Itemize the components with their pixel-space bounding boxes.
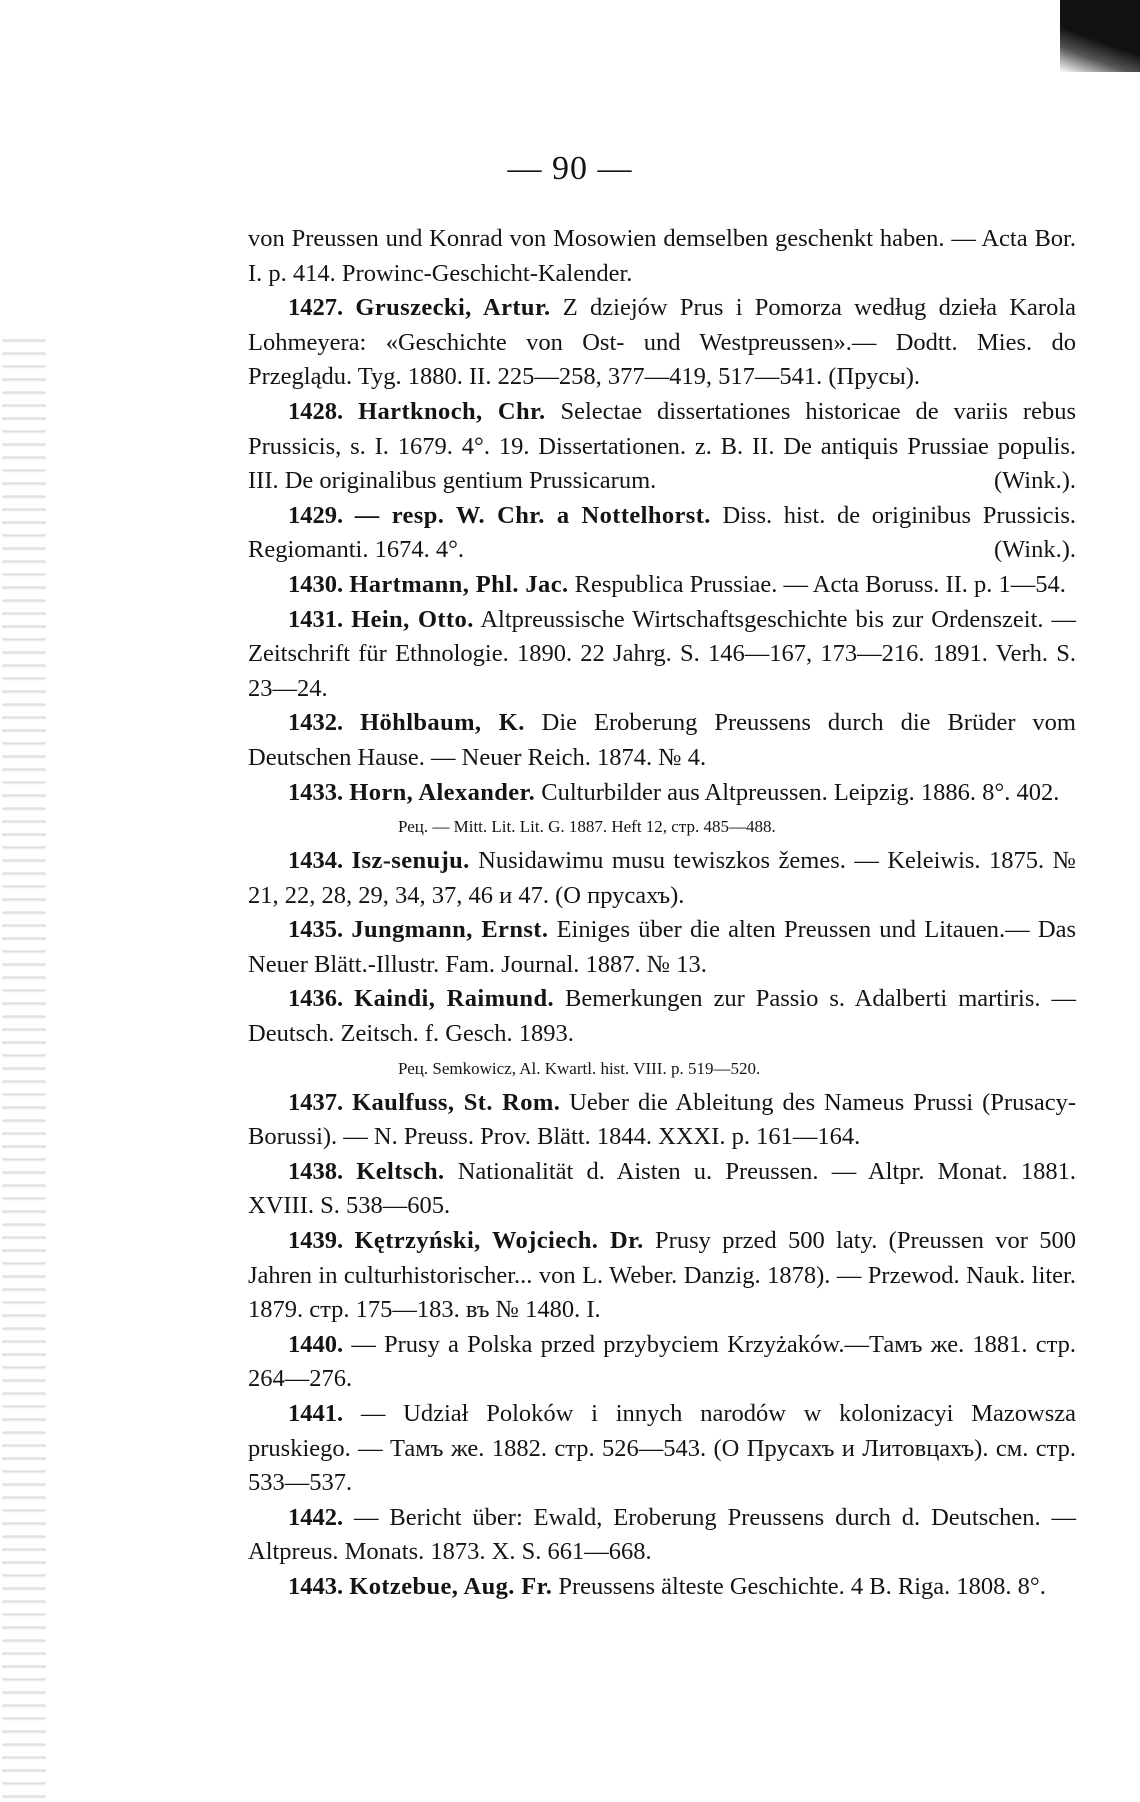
bibliography-text <box>248 222 1076 1605</box>
entry-1432 <box>248 706 1076 775</box>
entry-number: 1440. <box>288 1330 344 1358</box>
entry-number: 1439. <box>288 1227 344 1255</box>
entry-number: 1434. <box>288 847 344 875</box>
entry-author: Gruszecki, Artur. <box>355 294 551 322</box>
entry-1443 <box>248 1570 1076 1605</box>
entry-text: Nusidawimu musu tewiszkos žemes. — Keleiwis. 1875. № 21, 22, 28, 29, 34, 37, 46 и 47. (О пруcахъ). <box>248 847 1076 909</box>
entry-1427 <box>248 291 1076 395</box>
scan-edge-noise <box>2 330 46 1800</box>
entry-text: Einiges über die alten Preussen und Litauen.— Das Neuer Blätt.-Illustr. Fam. Journal. 1887. № 13. <box>248 916 1076 978</box>
entry-number: 1432. <box>288 709 344 737</box>
entry-author: Jungmann, Ernst. <box>351 916 549 944</box>
entry-number: 1433. <box>288 778 344 806</box>
entry-number: 1437. <box>288 1088 344 1116</box>
entry-1431 <box>248 603 1076 707</box>
entry-1437 <box>248 1086 1076 1155</box>
entry-text: — Prusy a Polska przed przybyciem Krzyżaków.—Тамъ же. 1881. стр. 264—276. <box>248 1330 1076 1393</box>
entry-text: Ueber die Ableitung des Nameus Prussi (Prusacy-Borussi). — N. Preuss. Prov. Blätt. 1844. XXXI. p. 161—164. <box>248 1088 1077 1151</box>
entry-number: 1429. <box>288 501 344 529</box>
entry-1433 <box>248 776 1076 811</box>
entry-text: — Udział Poloków i innych narodów w kolonizacyi Mazowsza pruskiego. — Тамъ же. 1882. стр. 526—543. (О Пруcахъ и Литовцахъ). см. стр. 533—537. <box>248 1400 1076 1497</box>
entry-text: Nationalität d. Aisten u. Preussen. — Altpr. Monat. 1881. XVIII. S. 538—605. <box>248 1157 1076 1220</box>
entry-author: Kaulfuss, St. Rom. <box>352 1088 561 1116</box>
entry-text: — Bericht über: Ewald, Eroberung Preussens durch d. Deutschen. — Altpreus. Monats. 1873. X. S. 661—668. <box>248 1503 1076 1566</box>
continued-entry-text: von Preussen und Konrad von Mosowien demselben geschenkt haben. — Acta Bor. I. p. 414. Prowinc-Geschicht-Kalender. <box>248 225 1076 287</box>
entry-text: Altpreussische Wirtschaftsgeschichte bis zur Ordenszeit. — Zeitschrift für Ethnologie. 1890. 22 Jahrg. S. 146—167, 173—216. 1891. Verh. S. 23—24. <box>248 605 1077 702</box>
page-number: — 90 — <box>507 150 633 187</box>
entry-text: Bemerkungen zur Passio s. Adalberti martiris. — Deutsch. Zeitsch. f. Gesch. 1893. <box>248 985 1077 1048</box>
entry-1441 <box>248 1397 1076 1501</box>
entry-author: Hartknoch, Chr. <box>358 397 546 425</box>
entry-1440 <box>248 1328 1076 1397</box>
entry-1435 <box>248 913 1076 982</box>
entry-number: 1441. <box>288 1400 344 1427</box>
entry-author: Kotzebue, Aug. Fr. <box>349 1572 553 1600</box>
entry-1436 <box>248 982 1076 1051</box>
entry-author: Horn, Alexander. <box>349 778 536 806</box>
entry-1442 <box>248 1501 1076 1570</box>
entry-text: Respublica Prussiae. — Acta Boruss. II. p. 1—54. <box>568 570 1066 598</box>
entry-author: Keltsch. <box>356 1157 445 1185</box>
entry-text: Culturbilder aus Altpreussen. Leipzig. 1886. 8°. 402. <box>535 778 1060 806</box>
entry-number: 1442. <box>288 1503 344 1531</box>
entry-1428 <box>248 395 1076 499</box>
entry-author: Hartmann, Phl. Jac. <box>349 570 569 598</box>
entry-author: Isz-senuju. <box>351 847 470 875</box>
entry-number: 1436. <box>288 985 344 1013</box>
entry-number: 1428. <box>288 397 344 425</box>
entry-text: Selectae dissertationes historicae de variis rebus Prussicis, s. I. 1679. 4°. 19. Dissertationen. z. B. II. De antiquis Prussiae populis. III. De originalibus gentium Prussicarum. <box>248 397 1076 495</box>
entry-author: Kaindi, Raimund. <box>354 985 555 1013</box>
entry-author: Hein, Otto. <box>351 605 474 633</box>
entry-number: 1443. <box>288 1572 344 1600</box>
entry-text: Prusy przed 500 laty. (Preussen vor 500 Jahren in culturhistorischer... von L. Weber. Danzig. 1878). — Przewod. Nauk. liter. 1879. стр. 175—183. въ № 1480. I. <box>248 1227 1077 1324</box>
review-note-1436: Рец. Semkowicz, Al. Kwartl. hist. VIII. p. 519—520. <box>398 1058 761 1078</box>
entry-number: 1427. <box>288 294 344 322</box>
entry-number: 1430. <box>288 570 344 598</box>
entry-1439 <box>248 1224 1076 1328</box>
entry-source-note: (Wink.). <box>993 536 1076 564</box>
entry-text: Die Eroberung Preussens durch die Brüder vom Deutschen Hause. — Neuer Reich. 1874. № 4. <box>248 709 1076 771</box>
entry-1434 <box>248 844 1076 913</box>
entry-number: 1431. <box>288 605 344 633</box>
entry-number: 1435. <box>288 916 344 944</box>
entry-number: 1438. <box>288 1157 344 1185</box>
entry-1429 <box>248 499 1076 568</box>
entry-source-note: (Wink.). <box>993 467 1076 495</box>
entry-author: Höhlbaum, K. <box>360 709 525 737</box>
entry-1430 <box>248 568 1076 603</box>
scan-corner-mark <box>1060 0 1140 72</box>
review-note-1433: Рец. — Mitt. Lit. Lit. G. 1887. Heft 12, стр. 485—488. <box>398 817 776 837</box>
entry-author: — resp. W. Chr. a Nottelhorst. <box>354 501 711 529</box>
entry-text: Preussens älteste Geschichte. 4 B. Riga. 1808. 8°. <box>552 1572 1046 1600</box>
entry-text: Diss. hist. de originibus Prussicis. Regiomanti. 1674. 4°. <box>248 501 1076 564</box>
entry-text: Z dziejów Prus i Pomorza według dzieła Karola Lohmeyera: «Geschichte von Ost- und Westpreussen».— Dodtt. Mies. do Przeglądu. Tyg. 1880. II. 225—258, 377—419, 517—541. (Пруcы). <box>248 294 1076 391</box>
entry-1438 <box>248 1155 1076 1224</box>
entry-author: Kętrzyński, Wojciech. Dr. <box>354 1227 644 1255</box>
